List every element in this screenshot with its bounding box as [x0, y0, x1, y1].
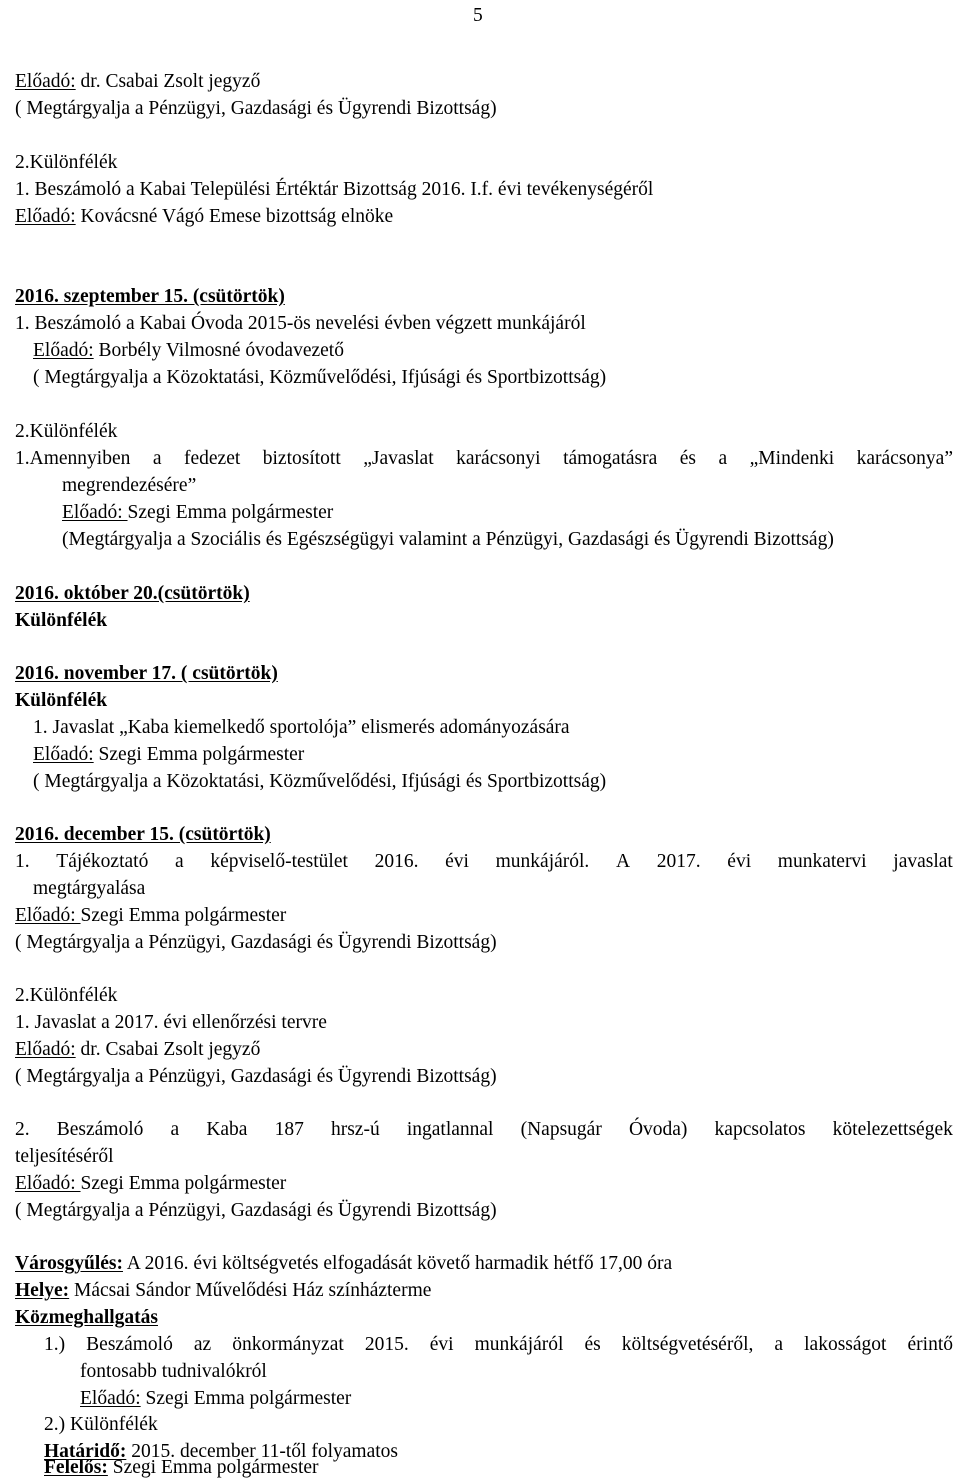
presenter-label: Előadó:	[15, 206, 76, 227]
presenter-line	[15, 1172, 286, 1196]
agenda-item: 1. Beszámoló a Kabai Települési Értéktár Bizottság 2016. I.f. évi tevékenységéről	[15, 179, 654, 200]
venue-text: Mácsai Sándor Művelődési Ház színházterme	[69, 1280, 432, 1301]
presenter-name: Szegi Emma polgármester	[140, 1388, 352, 1409]
committee-line: ( Megtárgyalja a Közoktatási, Közművelődési, Ifjúsági és Sportbizottság)	[33, 367, 607, 388]
presenter-line	[15, 1038, 260, 1062]
presenter-label: Előadó:	[33, 340, 94, 361]
responsible-label: Felelős:	[44, 1457, 108, 1478]
committee-line: ( Megtárgyalja a Pénzügyi, Gazdasági és Ügyrendi Bizottság)	[15, 932, 497, 953]
responsible-text: Szegi Emma polgármester	[107, 1457, 319, 1478]
town-meeting-line	[15, 1252, 672, 1276]
agenda-item: 2. Beszámoló a Kaba 187 hrsz-ú ingatlannal (Napsugár Óvoda) kapcsolatos kötelezettségek	[15, 1119, 953, 1140]
deadline-label: Határidő:	[44, 1441, 127, 1462]
committee-line: ( Megtárgyalja a Pénzügyi, Gazdasági és Ügyrendi Bizottság)	[15, 98, 497, 119]
misc-heading: Különfélék	[15, 690, 108, 711]
presenter-name: dr. Csabai Zsolt jegyző	[75, 1039, 261, 1060]
public-hearing-heading: Közmeghallgatás	[15, 1307, 158, 1328]
presenter-name: dr. Csabai Zsolt jegyző	[75, 71, 261, 92]
town-meeting-label: Városgyűlés:	[15, 1253, 123, 1274]
presenter-name: Kovácsné Vágó Emese bizottság elnöke	[75, 206, 394, 227]
presenter-name: Borbély Vilmosné óvodavezető	[93, 340, 344, 361]
presenter-label: Előadó:	[62, 502, 128, 523]
presenter-line	[80, 1387, 351, 1411]
agenda-item: 1. Javaslat a 2017. évi ellenőrzési tervre	[15, 1012, 327, 1033]
presenter-label: Előadó:	[15, 905, 81, 926]
agenda-item: 1.Amennyiben a fedezet biztosított „Javaslat karácsonyi támogatásra és a „Mindenki karácsonya”	[15, 448, 953, 469]
presenter-name: Szegi Emma polgármester	[93, 744, 305, 765]
presenter-line	[15, 70, 260, 94]
agenda-item: 1. Javaslat „Kaba kiemelkedő sportolója” elismerés adományozására	[33, 717, 570, 738]
misc-heading: Különfélék	[15, 610, 108, 631]
venue-label: Helye:	[15, 1280, 70, 1301]
presenter-name: Szegi Emma polgármester	[80, 1173, 287, 1194]
presenter-label: Előadó:	[15, 71, 76, 92]
presenter-label: Előadó:	[15, 1173, 81, 1194]
committee-line: (Megtárgyalja a Szociális és Egészségügyi valamint a Pénzügyi, Gazdasági és Ügyrendi Bizottság)	[62, 529, 834, 550]
presenter-line	[15, 904, 286, 928]
misc-heading: 2.Különfélék	[15, 985, 118, 1006]
venue-line	[15, 1279, 431, 1303]
agenda-item: 1. Tájékoztató a képviselő-testület 2016. évi munkájáról. A 2017. évi munkatervi javaslat	[15, 851, 953, 872]
meeting-date-september: 2016. szeptember 15. (csütörtök)	[15, 286, 285, 307]
presenter-line	[15, 205, 393, 229]
agenda-item: 1.) Beszámoló az önkormányzat 2015. évi munkájáról és költségvetéséről, a lakosságot érintő	[44, 1334, 953, 1355]
committee-line: ( Megtárgyalja a Pénzügyi, Gazdasági és Ügyrendi Bizottság)	[15, 1066, 497, 1087]
agenda-item-continuation: teljesítéséről	[15, 1146, 114, 1167]
committee-line: ( Megtárgyalja a Pénzügyi, Gazdasági és Ügyrendi Bizottság)	[15, 1200, 497, 1221]
presenter-name: Szegi Emma polgármester	[127, 502, 334, 523]
meeting-date-november: 2016. november 17. ( csütörtök)	[15, 663, 278, 684]
presenter-label: Előadó:	[80, 1388, 141, 1409]
meeting-date-october: 2016. október 20.(csütörtök)	[15, 583, 250, 604]
presenter-line	[62, 501, 333, 525]
presenter-line	[33, 743, 304, 767]
agenda-item: 2.) Különfélék	[44, 1414, 158, 1435]
presenter-name: Szegi Emma polgármester	[80, 905, 287, 926]
presenter-line	[33, 339, 344, 363]
page-number: 5	[473, 5, 483, 26]
misc-heading: 2.Különfélék	[15, 421, 118, 442]
responsible-line	[44, 1456, 319, 1480]
agenda-item-continuation: megtárgyalása	[33, 878, 146, 899]
town-meeting-text: A 2016. évi költségvetés elfogadását követő harmadik hétfő 17,00 óra	[122, 1253, 673, 1274]
agenda-item: 1. Beszámoló a Kabai Óvoda 2015-ös nevelési évben végzett munkájáról	[15, 313, 586, 334]
presenter-label: Előadó:	[33, 744, 94, 765]
presenter-label: Előadó:	[15, 1039, 76, 1060]
misc-heading: 2.Különfélék	[15, 152, 118, 173]
agenda-item-continuation: fontosabb tudnivalókról	[80, 1361, 267, 1382]
committee-line: ( Megtárgyalja a Közoktatási, Közművelődési, Ifjúsági és Sportbizottság)	[33, 771, 607, 792]
deadline-text: 2015. december 11-től folyamatos	[126, 1441, 398, 1462]
agenda-item-continuation: megrendezésére”	[62, 475, 197, 496]
meeting-date-december: 2016. december 15. (csütörtök)	[15, 824, 271, 845]
